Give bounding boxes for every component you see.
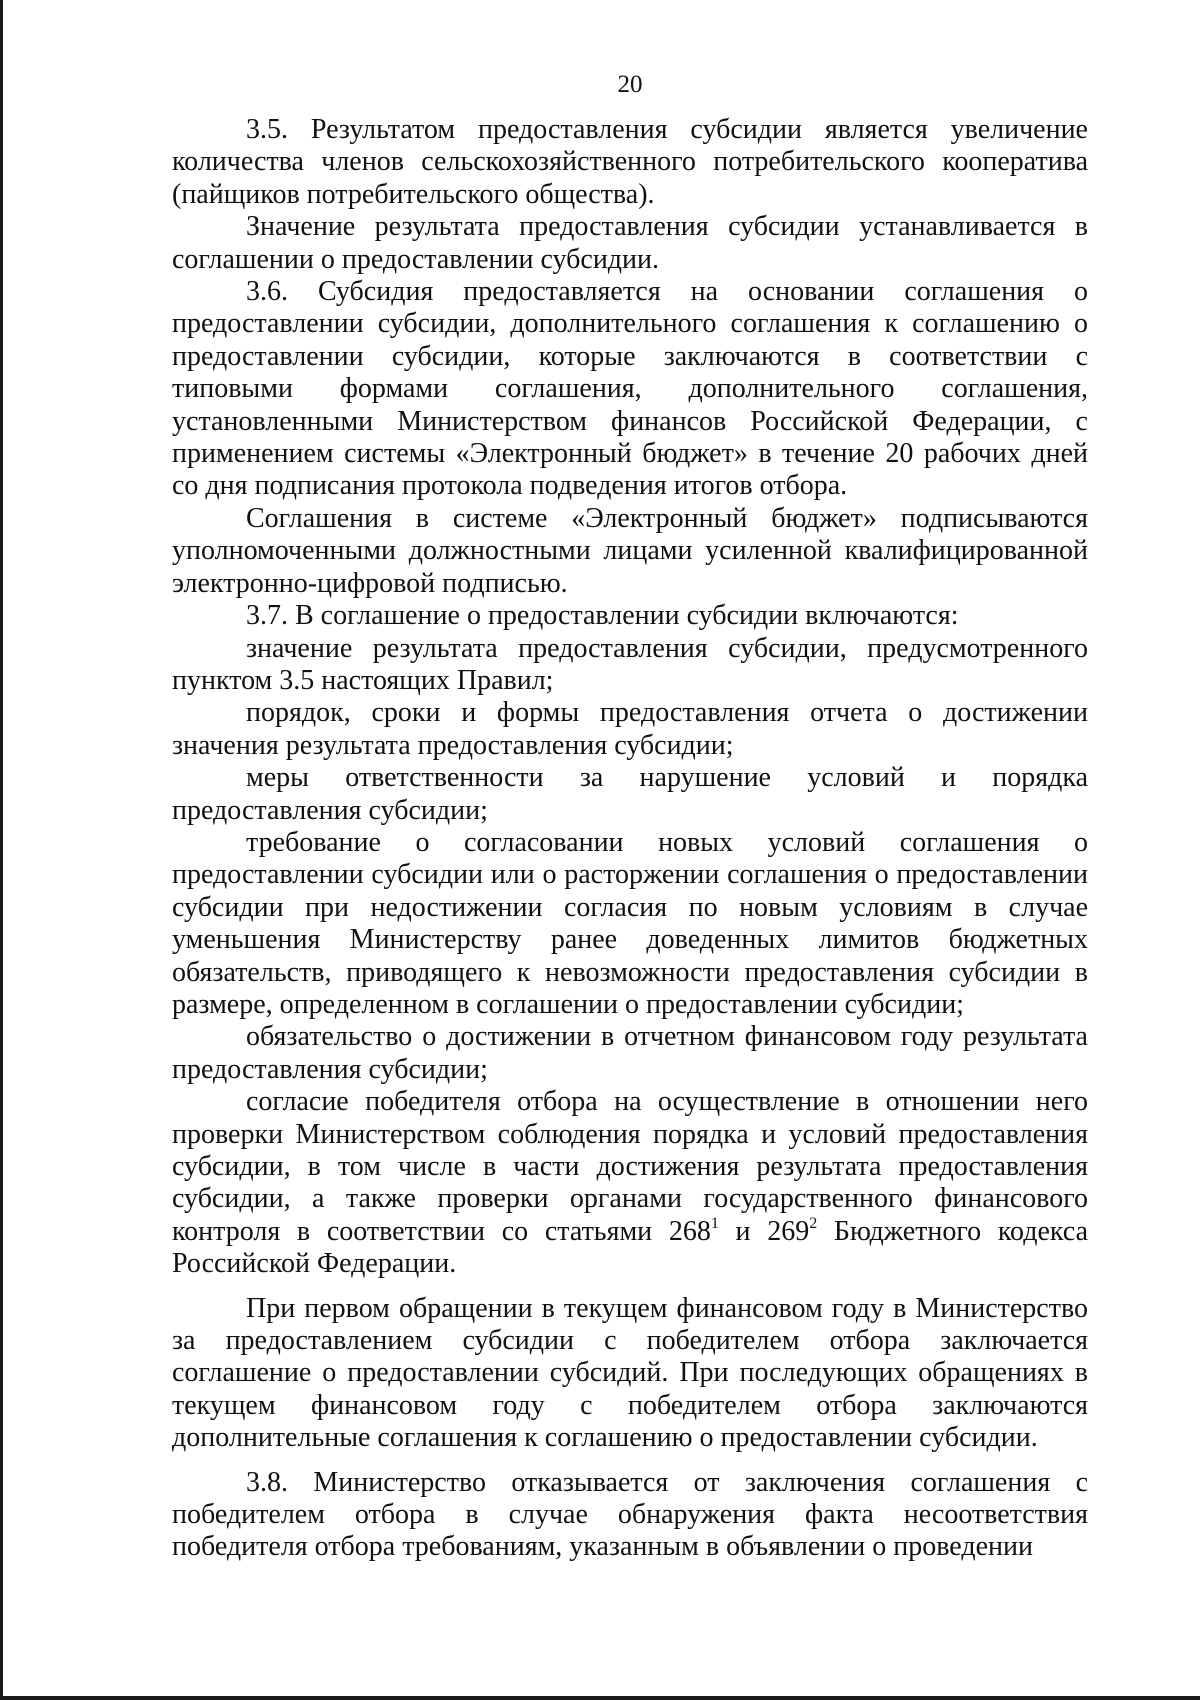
- paragraph-electronic-budget: Соглашения в системе «Электронный бюджет» подписываются уполномоченными должностными лицами усиленной квалифицированной электронно-цифровой подписью.: [172, 502, 1088, 599]
- list-item-liability: меры ответственности за нарушение условий и порядка предоставления субсидии;: [172, 762, 1088, 826]
- list-item-report-procedure: порядок, сроки и формы предоставления отчета о достижении значения результата предоставления субсидии;: [172, 697, 1088, 761]
- paragraph-result-value: Значение результата предоставления субсидии устанавливается в соглашении о предоставлении субсидии.: [172, 211, 1088, 275]
- consent-text-after: Бюджетного кодекса Российской Федерации.: [172, 1215, 1089, 1280]
- list-item-new-conditions: требование о согласовании новых условий соглашения о предоставлении субсидии или о расторжении соглашения о предоставлении субсидии при недостижении согласия по новым условиям в случае уменьшения Министерству ранее доведенных лимитов бюджетных обязательств, приводящего к невозможности предоставления субсидии в размере, определенном в соглашении о предоставлении субсидии;: [172, 826, 1088, 1020]
- footnote-mark-2: 2: [809, 1214, 818, 1232]
- consent-text-middle: и 269: [718, 1215, 810, 1247]
- paragraph-3-5: 3.5. Результатом предоставления субсидии является увеличение количества членов сельскохозяйственного потребительского кооператива (пайщиков потребительского общества).: [172, 114, 1088, 210]
- consent-text-before: согласие победителя отбора на осуществление в отношении него проверки Министерством соблюдения порядка и условий предоставления субсидии, в том числе в части достижения результата предоставления субсидии, а также проверки органами государственного финансового контроля в соответствии со статьями 268: [172, 1086, 1088, 1247]
- scan-edge-bottom: [0, 1696, 1200, 1700]
- paragraph-first-appeal: При первом обращении в текущем финансовом году в Министерство за предоставлением субсидии с победителем отбора заключается соглашение о предоставлении субсидий. При последующих обращениях в текущем финансовом году с победителем отбора заключаются дополнительные соглашения к соглашению о предоставлении субсидии.: [172, 1292, 1088, 1454]
- paragraph-3-6: 3.6. Субсидия предоставляется на основании соглашения о предоставлении субсидии, дополнительного соглашения к соглашению о предоставлении субсидии, которые заключаются в соответствии с типовыми формами соглашения, дополнительного соглашения, установленными Министерством финансов Российской Федерации, с применением системы «Электронный бюджет» в течение 20 рабочих дней со дня подписания протокола подведения итогов отбора.: [172, 276, 1088, 502]
- document-page: [172, 70, 1088, 1564]
- list-item-obligation: обязательство о достижении в отчетном финансовом году результата предоставления субсидии;: [172, 1021, 1088, 1085]
- list-item-consent: [172, 1086, 1088, 1280]
- list-item-result-value: значение результата предоставления субсидии, предусмотренного пунктом 3.5 настоящих Правил;: [172, 632, 1088, 696]
- scan-edge-left: [0, 0, 3, 1700]
- footnote-mark-1: 1: [710, 1214, 719, 1232]
- paragraph-3-7: 3.7. В соглашение о предоставлении субсидии включаются:: [246, 600, 959, 632]
- page-number: 20: [617, 71, 643, 98]
- paragraph-3-8: 3.8. Министерство отказывается от заключения соглашения с победителем отбора в случае обнаружения факта несоответствия победителя отбора требованиям, указанным в объявлении о проведении: [172, 1466, 1088, 1563]
